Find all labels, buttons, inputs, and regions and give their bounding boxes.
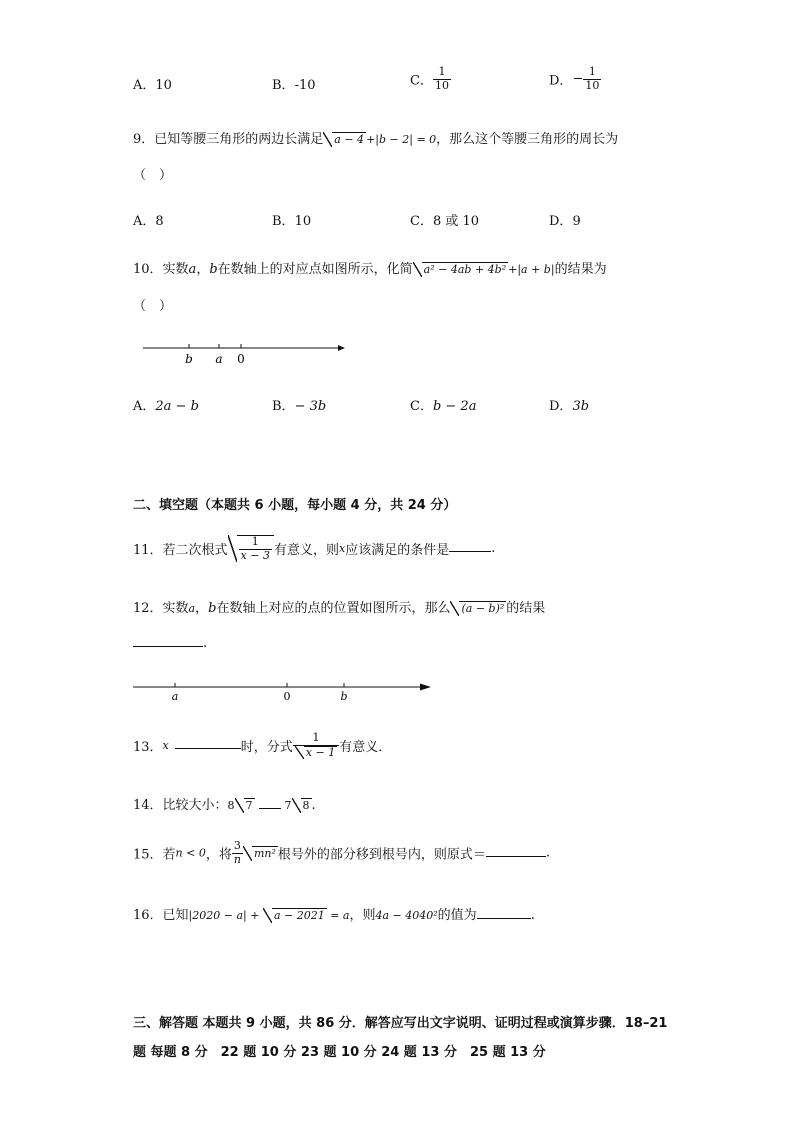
answer-blank[interactable] [259, 808, 281, 809]
q8-option-b [272, 74, 316, 93]
q10-number-line [140, 338, 350, 368]
q13-stem [133, 732, 391, 759]
denominator [293, 745, 339, 760]
option-value: 8 或 10 [432, 214, 480, 229]
fraction [293, 732, 339, 759]
radicand: 8 [302, 799, 310, 812]
q12-answer-line [133, 636, 207, 651]
option-value: 10 [294, 214, 312, 229]
period: . [530, 908, 535, 923]
section-2-title: 二、填空题（本题共 6 小题，每小题 4 分，共 24 分） [133, 498, 457, 513]
sqrt-expression [413, 262, 508, 277]
option-label: B． [272, 214, 295, 229]
q9-option-c [410, 210, 479, 229]
sqrt-expression [295, 746, 337, 760]
answer-blank[interactable] [486, 856, 546, 857]
var-a: a [188, 602, 196, 615]
denominator: n [233, 852, 241, 866]
q13-text-after: 有意义． [339, 740, 392, 756]
sqrt-expression [228, 535, 274, 562]
radicand: a − 2021 [273, 909, 325, 922]
q9-option-d [549, 210, 581, 229]
q11-text-before: 11．若二次根式 [133, 543, 228, 559]
q13-text-before: 13． [133, 740, 163, 756]
q10-stem [133, 258, 607, 277]
q9-option-b [272, 210, 311, 229]
radicand: mn² [253, 846, 276, 860]
q8-option-d [549, 66, 601, 92]
option-label: C． [410, 399, 433, 414]
q12-stem [133, 597, 545, 616]
radicand: (a − b)² [461, 602, 505, 615]
q10-answer-paren: （ ） [133, 299, 173, 314]
q12-text-before: 12．实数 [133, 601, 189, 616]
period: . [545, 845, 551, 861]
equals-a: = a [326, 909, 350, 922]
condition: n < 0 [175, 846, 206, 860]
var-x: x [162, 739, 169, 753]
fraction [232, 840, 243, 866]
numerator: 1 [588, 65, 596, 78]
axis-arrow [338, 345, 345, 351]
q9-text-after: ，那么这个等腰三角形的周长为 [436, 132, 619, 147]
label-zero: 0 [283, 690, 291, 703]
option-label: C． [410, 214, 433, 229]
var-a: a [188, 262, 197, 277]
q9-option-a [133, 210, 164, 229]
sqrt-expression [263, 908, 327, 923]
q10-text-before: 10．实数 [133, 262, 189, 277]
radicand: a − 4 [334, 133, 365, 146]
numerator: 3 [233, 839, 241, 852]
option-value: 10 [155, 78, 172, 93]
numerator: 1 [312, 731, 320, 744]
abs-expression: |2020 − a| + [188, 909, 263, 922]
q12-number-line [130, 677, 435, 705]
radicand [237, 535, 274, 562]
var-b: b [209, 262, 218, 277]
sqrt-expression [323, 132, 366, 147]
option-value: 2a − b [155, 399, 199, 414]
denominator: 10 [585, 78, 600, 92]
radicand: 7 [245, 799, 253, 812]
label-a: a [171, 690, 179, 703]
abs-expression: +|a + b| [508, 263, 555, 276]
fraction [433, 66, 451, 92]
option-label: D． [549, 73, 573, 89]
q10-option-c [410, 395, 476, 414]
q8-option-a [133, 74, 172, 93]
q14-stem [133, 794, 316, 813]
minus-sign: − [572, 71, 584, 87]
comma: ， [195, 601, 209, 616]
q10-text-mid: 在数轴上的对应点如图所示，化简 [217, 262, 413, 277]
option-value: 3b [572, 399, 590, 414]
period: . [311, 798, 316, 813]
q15-text-before: 15．若 [133, 847, 176, 863]
q15-stem [133, 840, 550, 866]
q11-text-after: 应该满足的条件是 [345, 543, 450, 559]
q9-text-before: 9．已知等腰三角形的两边长满足 [133, 132, 324, 147]
q15-text-after: 根号外的部分移到根号内，则原式＝ [277, 847, 486, 863]
coef-right: 7 [284, 799, 292, 812]
radicand: x − 1 [305, 745, 336, 759]
sqrt-expression [450, 601, 506, 616]
answer-blank[interactable] [133, 646, 203, 647]
q16-text-mid: ，则 [349, 908, 376, 923]
label-zero: 0 [237, 352, 245, 366]
numerator: 1 [251, 535, 259, 548]
fraction [239, 536, 272, 562]
q9-answer-paren: （ ） [133, 168, 173, 183]
label-a: a [215, 352, 223, 366]
denominator: 10 [434, 78, 449, 92]
option-label: A． [133, 399, 156, 414]
q12-text-after: 的结果 [506, 601, 546, 616]
q8-option-c [410, 66, 451, 92]
option-label: B． [272, 78, 295, 93]
option-value: − 3b [294, 399, 327, 414]
option-value: -10 [294, 78, 316, 93]
period: . [203, 636, 208, 651]
sqrt-right [292, 798, 312, 813]
option-label: C． [410, 73, 433, 89]
period: . [491, 541, 496, 557]
q16-text-after: 的值为 [437, 908, 477, 923]
q16-text-before: 16．已知 [133, 908, 189, 923]
q10-option-a [133, 395, 199, 414]
option-label: D． [549, 399, 573, 414]
q10-text-after: 的结果为 [554, 262, 607, 277]
q15-text-mid: ，将 [205, 847, 232, 863]
comma: ， [196, 262, 210, 277]
denominator: x − 3 [240, 548, 270, 562]
radicand: a² − 4ab + 4b² [423, 263, 507, 276]
option-label: A． [133, 78, 156, 93]
answer-blank[interactable] [449, 551, 491, 552]
q11-text-mid: 有意义，则 [273, 543, 339, 559]
var-b: b [208, 601, 217, 616]
label-b: b [340, 690, 348, 703]
q12-text-mid: 在数轴上对应的点的位置如图所示，那么 [216, 601, 451, 616]
option-value: b − 2a [432, 399, 477, 414]
q14-text-before: 14．比较大小： [133, 798, 228, 813]
fraction [583, 66, 601, 92]
option-label: B． [272, 399, 295, 414]
numerator: 1 [438, 65, 446, 78]
option-label: A． [133, 214, 156, 229]
section-3-title-line-2: 题 每题 8 分 22 题 10 分 23 题 10 分 24 题 13 分 25 题 13 分 [133, 1045, 546, 1060]
label-b: b [185, 352, 193, 366]
option-value: 8 [155, 214, 164, 229]
axis-arrow [420, 684, 431, 691]
answer-blank[interactable] [175, 748, 241, 749]
q10-option-b [272, 395, 326, 414]
q10-option-d [549, 395, 589, 414]
section-3-title-line-1: 三、解答题 本题共 9 小题，共 86 分．解答应写出文字说明、证明过程或演算步骤．18–21 [133, 1016, 668, 1031]
option-label: D． [549, 214, 573, 229]
q16-stem [133, 904, 535, 923]
q11-stem [133, 535, 495, 562]
sqrt-expression [243, 846, 278, 861]
coef-left: 8 [227, 799, 235, 812]
answer-blank[interactable] [477, 918, 531, 919]
sqrt-left [235, 798, 255, 813]
q9-stem [133, 128, 618, 147]
q13-text-mid: 时，分式 [240, 740, 293, 756]
abs-expression: +|b − 2| = 0 [366, 133, 437, 146]
var-x: x [338, 542, 346, 556]
expression: 4a − 4040² [375, 909, 438, 922]
option-value: 9 [572, 214, 581, 229]
